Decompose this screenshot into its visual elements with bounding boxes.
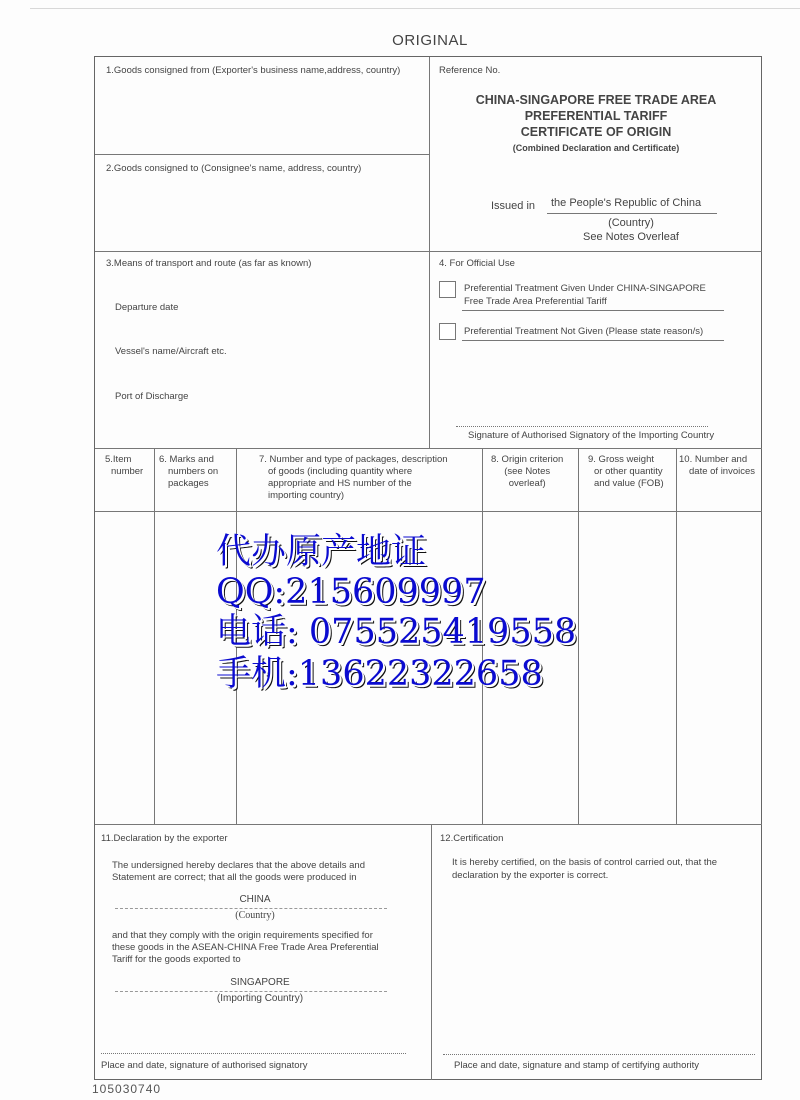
col6-header	[159, 454, 218, 490]
importing-country-line	[115, 991, 387, 992]
preferential-given-line1: Preferential Treatment Given Under CHINA-SINGAPORE	[464, 283, 706, 294]
col9-header-line: or other quantity	[594, 466, 663, 477]
col8-header-line: overleaf)	[508, 478, 546, 489]
col6-header-line: packages	[168, 478, 209, 489]
serial-number: 105030740	[92, 1082, 162, 1096]
box11-text-line3: and that they comply with the origin requirements specified for	[112, 930, 373, 941]
page-title: ORIGINAL	[392, 32, 468, 49]
table-bottom-line	[95, 824, 762, 825]
box11-text-line1: The undersigned hereby declares that the above details and	[112, 860, 365, 871]
box3-label: 3.Means of transport and route (as far as known)	[106, 258, 312, 269]
preferential-given-checkbox[interactable]	[439, 281, 456, 298]
overlay-mobile-text: 手机:13622322658	[216, 654, 543, 694]
col10-header-line: 10. Number and	[679, 454, 748, 465]
col10-header	[679, 454, 755, 478]
issued-country-value: the People's Republic of China	[551, 197, 702, 209]
preferential-not-given-label: Preferential Treatment Not Given (Please state reason/s)	[464, 326, 704, 337]
overlay-service-text: 代办原产地证	[216, 532, 427, 572]
importing-country: SINGAPORE	[230, 977, 290, 988]
col5-header-line: number	[111, 466, 144, 477]
box2-label: 2.Goods consigned to (Consignee's name, address, country)	[106, 163, 362, 174]
produced-country-line	[115, 908, 387, 909]
produced-country-label: (Country)	[235, 910, 275, 921]
cert-title-line3: CERTIFICATE OF ORIGIN	[520, 125, 672, 139]
col9-header-line: 9. Gross weight	[588, 454, 654, 465]
col8-header	[491, 454, 563, 490]
col10-header-line: date of invoices	[689, 466, 756, 477]
issued-in-label: Issued in	[491, 200, 536, 212]
box12-footer: Place and date, signature and stamp of certifying authority	[454, 1060, 700, 1071]
col7-header-line: appropriate and HS number of the	[268, 478, 412, 489]
preferential-not-given-checkbox[interactable]	[439, 323, 456, 340]
vessel-name-label: Vessel's name/Aircraft etc.	[115, 346, 227, 357]
box11-footer: Place and date, signature of authorised signatory	[101, 1060, 308, 1071]
issued-country-underline	[547, 213, 717, 214]
col5-header	[105, 454, 143, 478]
col7-header-line: 7. Number and type of packages, description	[259, 454, 448, 465]
box11-text-line4: these goods in the ASEAN-CHINA Free Trade Area Preferential	[112, 942, 379, 953]
col7-header-line: importing country)	[268, 490, 345, 501]
col7-header	[259, 454, 448, 502]
box12-label: 12.Certification	[440, 833, 504, 844]
columns-header-line	[95, 511, 762, 512]
col9-header	[588, 454, 664, 490]
reference-label: Reference No.	[439, 65, 501, 76]
box4-label: 4. For Official Use	[439, 258, 515, 269]
scan-edge-line	[30, 8, 800, 9]
exporter-signature-dots	[101, 1053, 406, 1054]
port-of-discharge-label: Port of Discharge	[115, 391, 189, 402]
col8-header-line: 8. Origin criterion	[491, 454, 564, 465]
preferential-given-underline	[462, 310, 724, 311]
top-divider	[429, 57, 430, 448]
certificate-form	[94, 56, 762, 1080]
box1-bottom-line	[95, 154, 429, 155]
col6-header-line: 6. Marks and	[159, 454, 214, 465]
box1-label: 1.Goods consigned from (Exporter's business name,address, country)	[106, 65, 401, 76]
overlay-phone-text: 电话: 075525419558	[216, 612, 577, 652]
bottom-divider	[431, 824, 432, 1080]
overlay-qq-text: QQ:215609997	[216, 572, 486, 612]
cert-title-line2: PREFERENTIAL TARIFF	[524, 109, 668, 123]
preferential-not-given-underline	[462, 340, 724, 341]
col-divider-4	[578, 448, 579, 824]
cert-subtitle: (Combined Declaration and Certificate)	[512, 143, 680, 153]
departure-date-label: Departure date	[115, 302, 179, 313]
official-signature-label: Signature of Authorised Signatory of the Importing Country	[468, 430, 715, 441]
col9-header-line: and value (FOB)	[594, 478, 664, 489]
produced-country: CHINA	[239, 894, 271, 905]
box12-text-line2: declaration by the exporter is correct.	[452, 870, 609, 881]
box12-text-line1: It is hereby certified, on the basis of control carried out, that the	[452, 857, 718, 868]
box11-text-line5: Tariff for the goods exported to	[112, 954, 241, 965]
col6-header-line: numbers on	[168, 466, 219, 477]
col-divider-1	[154, 448, 155, 824]
see-notes-label: See Notes Overleaf	[583, 231, 679, 243]
box11-label: 11.Declaration by the exporter	[101, 833, 228, 844]
box11-text-line2: Statement are correct; that all the goods were produced in	[112, 872, 357, 883]
preferential-given-line2: Free Trade Area Preferential Tariff	[464, 296, 607, 307]
col-divider-5	[676, 448, 677, 824]
cert-title-line1: CHINA-SINGAPORE FREE TRADE AREA	[475, 93, 717, 107]
authority-signature-dots	[443, 1054, 755, 1055]
official-signature-dots	[456, 426, 708, 427]
box2-bottom-line	[95, 251, 762, 252]
box3-bottom-line	[95, 448, 762, 449]
col5-header-line: 5.Item	[105, 454, 132, 465]
country-label: (Country)	[608, 217, 654, 229]
col7-header-line: of goods (including quantity where	[268, 466, 413, 477]
col8-header-line: (see Notes	[504, 466, 551, 477]
importing-country-label: (Importing Country)	[216, 993, 304, 1004]
